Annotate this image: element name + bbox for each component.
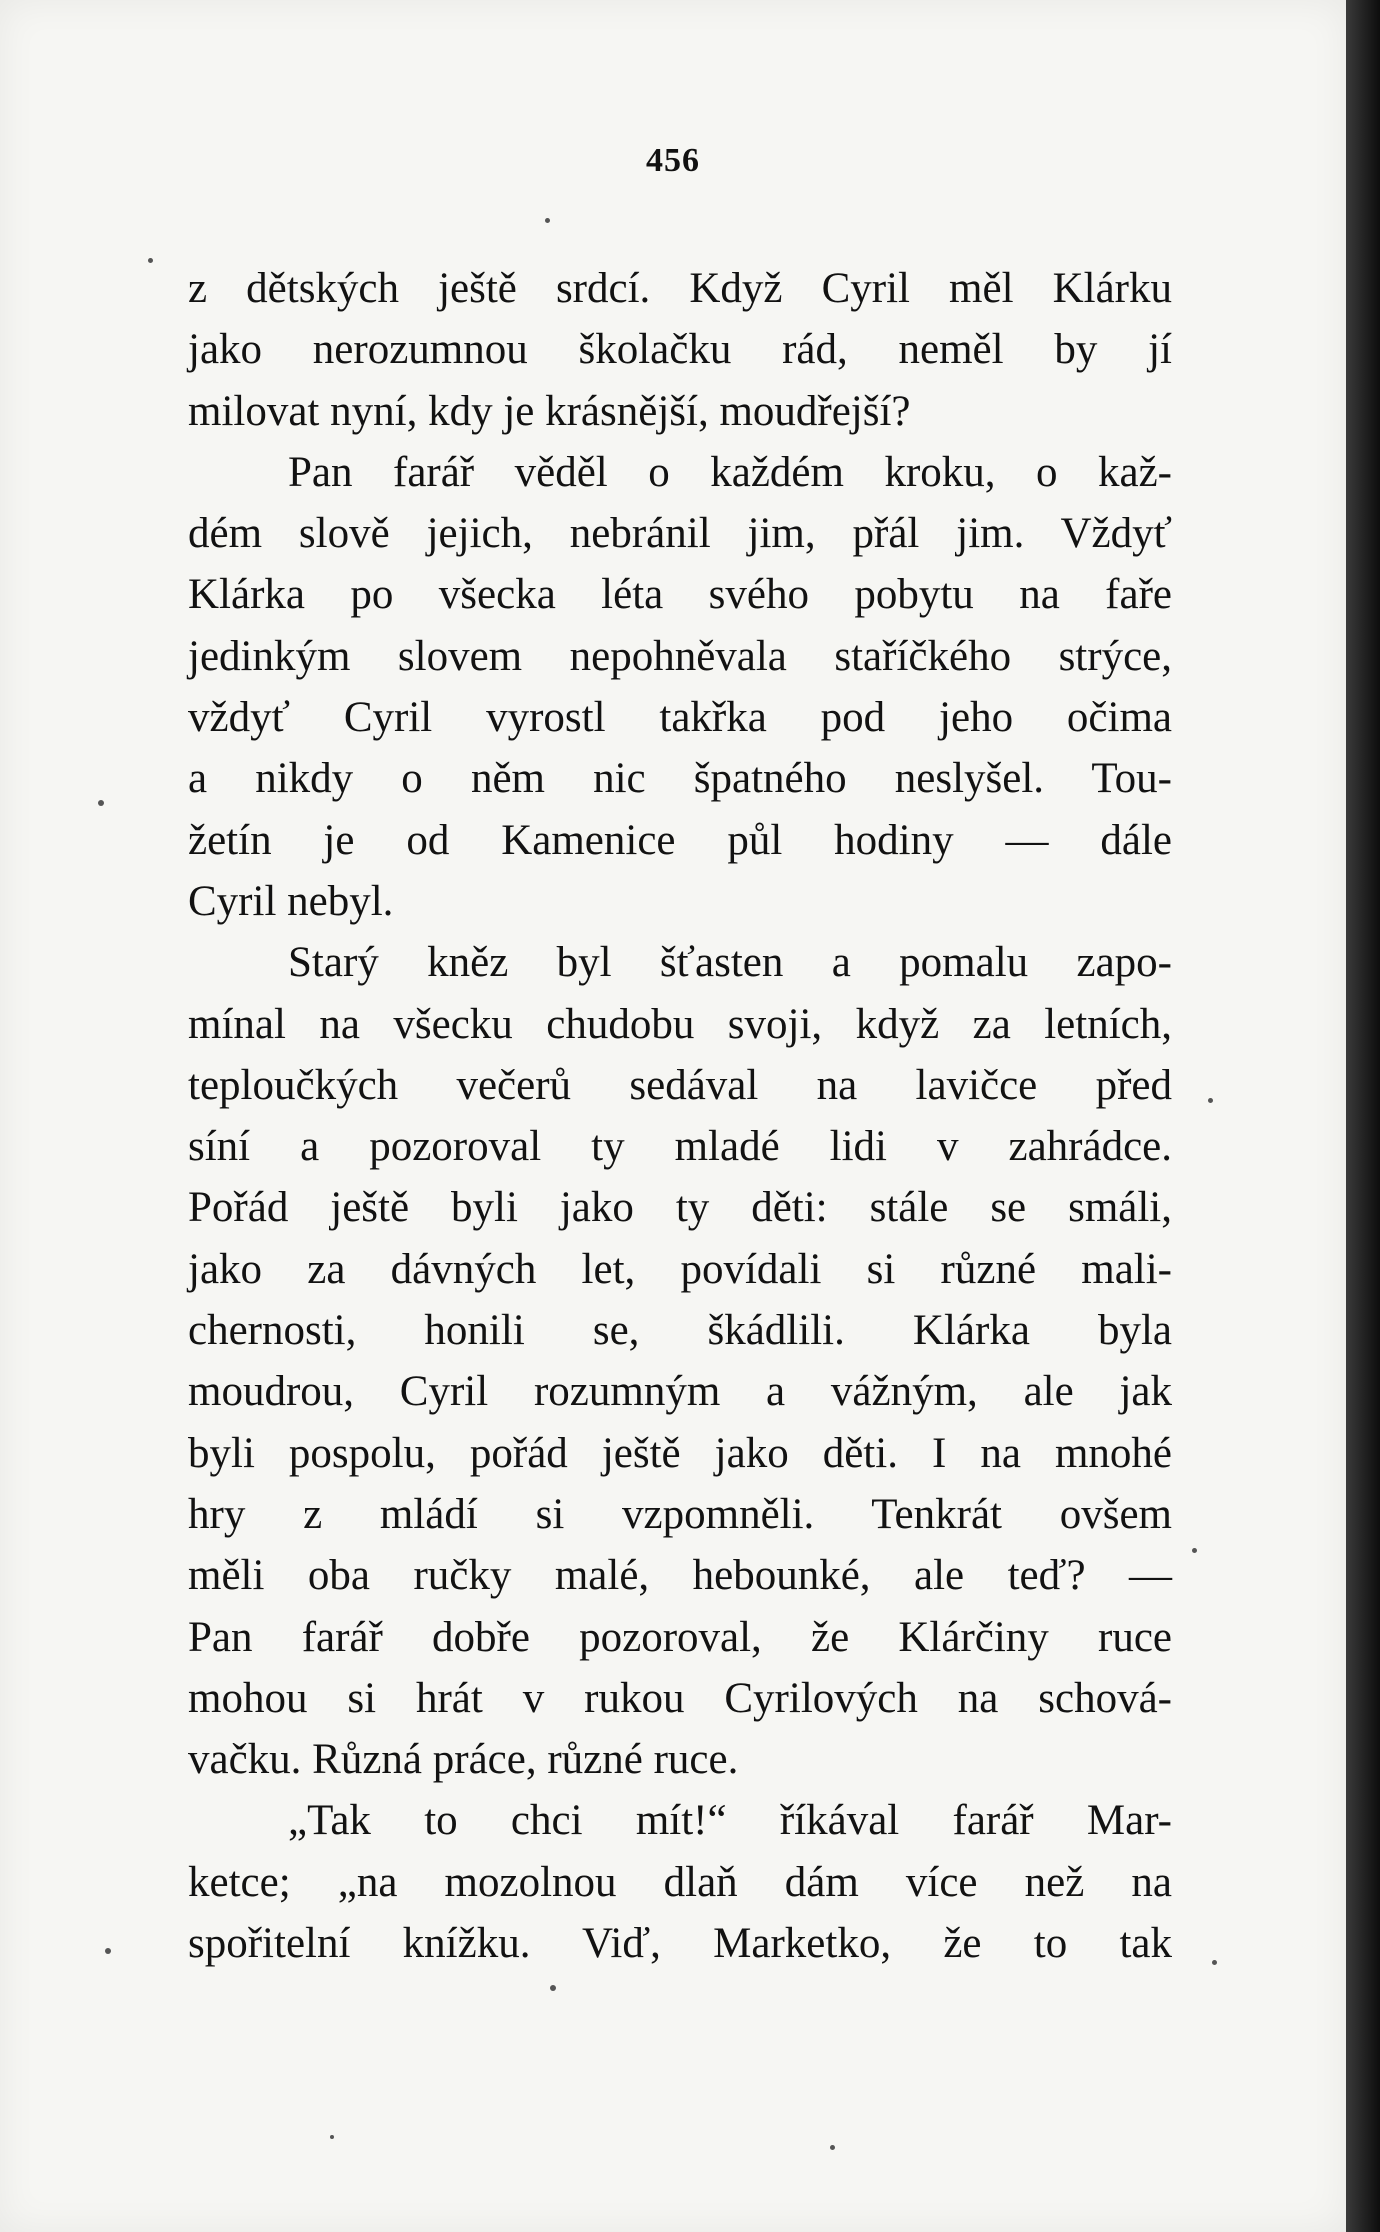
text-line: z dětských ještě srdcí. Když Cyril měl Klárku <box>188 265 1172 312</box>
text-line: hry z mládí si vzpomněli. Tenkrát ovšem <box>188 1490 1172 1538</box>
print-speck <box>1208 1098 1213 1103</box>
text-line: vačku. Různá práce, různé ruce. <box>188 1736 739 1784</box>
text-line: vždyť Cyril vyrostl takřka pod jeho očima <box>188 694 1172 742</box>
text-line: jako za dávných let, povídali si různé mali- <box>188 1245 1172 1293</box>
print-speck <box>1192 1548 1197 1553</box>
text-line: ketce; „na mozolnou dlaň dám více než na <box>188 1858 1172 1906</box>
print-speck <box>148 258 153 263</box>
print-speck <box>98 800 104 806</box>
text-line: měli oba ručky malé, hebounké, ale teď? — <box>188 1552 1172 1600</box>
text-line: milovat nyní, kdy je krásnější, moudřejší? <box>188 387 911 435</box>
text-line: Klárka po všecka léta svého pobytu na faře <box>188 571 1172 619</box>
print-speck <box>1212 1960 1217 1965</box>
page-edge-shadow <box>1346 0 1380 2232</box>
text-line: mohou si hrát v rukou Cyrilových na schová- <box>188 1674 1172 1722</box>
text-line: žetín je od Kamenice půl hodiny — dále <box>188 816 1172 864</box>
text-line: jedinkým slovem nepohněvala staříčkého strýce, <box>188 632 1172 680</box>
print-speck <box>830 2145 835 2150</box>
print-speck <box>330 2135 334 2139</box>
text-line: Pořád ještě byli jako ty děti: stále se smáli, <box>188 1184 1172 1232</box>
text-line: Cyril nebyl. <box>188 877 394 925</box>
text-line: chernosti, honili se, škádlili. Klárka byla <box>188 1307 1172 1355</box>
print-speck <box>545 218 550 223</box>
page-number: 456 <box>646 142 700 179</box>
text-line: Pan farář dobře pozoroval, že Klárčiny ruce <box>188 1613 1172 1661</box>
print-speck <box>550 1985 556 1991</box>
text-line: Starý kněz byl šťasten a pomalu zapo- <box>288 939 1172 987</box>
text-line: byli pospolu, pořád ještě jako děti. I na mnohé <box>188 1429 1172 1477</box>
text-line: dém slově jejich, nebránil jim, přál jim. Vždyť <box>188 510 1172 558</box>
text-line: „Tak to chci mít!“ říkával farář Mar- <box>288 1797 1172 1845</box>
text-line: a nikdy o něm nic špatného neslyšel. Tou- <box>188 755 1172 803</box>
text-line: moudrou, Cyril rozumným a vážným, ale jak <box>188 1368 1172 1416</box>
body-text <box>188 258 1172 1974</box>
text-line: teploučkých večerů sedával na lavičce před <box>188 1061 1172 1109</box>
text-line: Pan farář věděl o každém kroku, o kaž- <box>288 448 1172 496</box>
text-line: spořitelní knížku. Viď, Marketko, že to tak <box>188 1920 1172 1968</box>
text-line: jako nerozumnou školačku rád, neměl by jí <box>188 326 1172 374</box>
text-line: mínal na všecku chudobu svoji, když za letních, <box>188 1000 1172 1048</box>
print-speck <box>105 1948 111 1954</box>
text-line: síní a pozoroval ty mladé lidi v zahrádce. <box>188 1123 1172 1171</box>
